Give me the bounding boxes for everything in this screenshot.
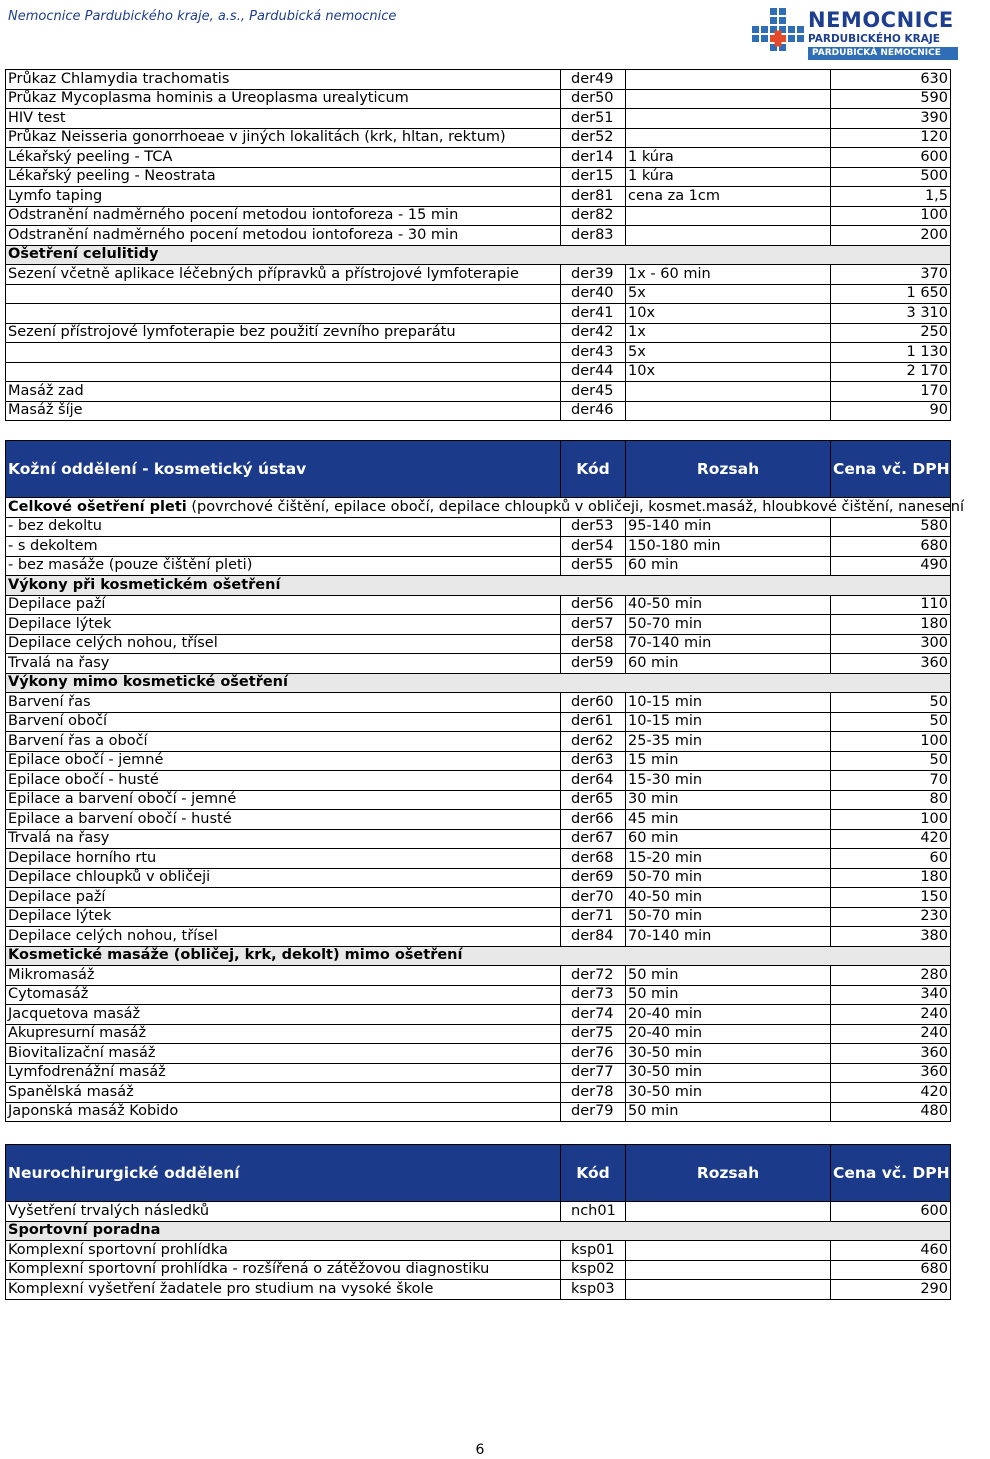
table-row	[6, 829, 951, 849]
service-name: Biovitalizační masáž	[6, 1044, 561, 1064]
section-row	[6, 946, 951, 966]
table-row	[6, 382, 951, 402]
service-range: 60 min	[626, 829, 831, 849]
service-code: der43	[561, 343, 626, 363]
service-name: Komplexní sportovní prohlídka	[6, 1241, 561, 1261]
service-range: 15-20 min	[626, 849, 831, 869]
service-range: 50-70 min	[626, 868, 831, 888]
service-range: 70-140 min	[626, 634, 831, 654]
service-price: 180	[831, 615, 951, 635]
table-row	[6, 634, 951, 654]
service-code: der46	[561, 401, 626, 421]
service-name: Epilace a barvení obočí - husté	[6, 810, 561, 830]
service-name: - bez masáže (pouze čištění pleti)	[6, 556, 561, 576]
table-row	[6, 849, 951, 869]
service-price: 250	[831, 323, 951, 343]
service-price: 200	[831, 226, 951, 246]
service-price: 580	[831, 517, 951, 537]
service-code: der53	[561, 517, 626, 537]
service-price: 280	[831, 966, 951, 986]
service-code: der74	[561, 1005, 626, 1025]
header-department: Neurochirurgické oddělení	[6, 1145, 561, 1202]
service-code: nch01	[561, 1202, 626, 1222]
service-price: 680	[831, 537, 951, 557]
service-price: 360	[831, 1044, 951, 1064]
service-name: HIV test	[6, 109, 561, 129]
service-name: Depilace horního rtu	[6, 849, 561, 869]
service-range: 10-15 min	[626, 712, 831, 732]
service-name: Komplexní sportovní prohlídka - rozšířená o zátěžovou diagnostiku	[6, 1260, 561, 1280]
table-body	[6, 1145, 990, 1300]
table-row	[6, 927, 951, 947]
service-range: 10-15 min	[626, 693, 831, 713]
service-price: 1 130	[831, 343, 951, 363]
service-name: Spanělská masáž	[6, 1083, 561, 1103]
service-range: 20-40 min	[626, 1024, 831, 1044]
service-price: 2 170	[831, 362, 951, 382]
table-row	[6, 362, 951, 382]
service-price: 340	[831, 985, 951, 1005]
service-code: der39	[561, 265, 626, 285]
table-row	[6, 1102, 951, 1122]
service-code: der79	[561, 1102, 626, 1122]
service-price: 300	[831, 634, 951, 654]
service-code: der52	[561, 128, 626, 148]
table-row	[6, 70, 951, 90]
service-code: der42	[561, 323, 626, 343]
table-row	[6, 595, 951, 615]
cross-logo-icon	[752, 8, 804, 58]
service-price: 170	[831, 382, 951, 402]
service-name: Komplexní vyšetření žadatele pro studium na vysoké škole	[6, 1280, 561, 1300]
document-header-title: Nemocnice Pardubického kraje, a.s., Pardubická nemocnice	[8, 9, 397, 24]
intro-cell	[6, 498, 965, 518]
table-row	[6, 323, 951, 343]
service-name: Masáž šíje	[6, 401, 561, 421]
service-range: 40-50 min	[626, 595, 831, 615]
section-title: Výkony mimo kosmetické ošetření	[6, 673, 951, 693]
service-range: 50 min	[626, 985, 831, 1005]
service-range	[626, 1260, 831, 1280]
service-range	[626, 1241, 831, 1261]
service-code: der83	[561, 226, 626, 246]
service-name: Depilace celých nohou, třísel	[6, 634, 561, 654]
service-name: Sezení přístrojové lymfoterapie bez použití zevního preparátu	[6, 323, 561, 343]
service-name: Akupresurní masáž	[6, 1024, 561, 1044]
table-row	[6, 771, 951, 791]
service-range: 30 min	[626, 790, 831, 810]
service-name	[6, 343, 561, 363]
service-name: Depilace lýtek	[6, 615, 561, 635]
service-price: 360	[831, 654, 951, 674]
service-code: der54	[561, 537, 626, 557]
service-range	[626, 401, 831, 421]
service-code: ksp02	[561, 1260, 626, 1280]
service-price: 1,5	[831, 187, 951, 207]
service-name: Epilace obočí - jemné	[6, 751, 561, 771]
service-code: ksp01	[561, 1241, 626, 1261]
service-price: 460	[831, 1241, 951, 1261]
section-title: Ošetření celulitidy	[6, 245, 951, 265]
service-code: der56	[561, 595, 626, 615]
service-range: 150-180 min	[626, 537, 831, 557]
service-range	[626, 382, 831, 402]
table-row	[6, 517, 951, 537]
logo-line-3: PARDUBICKÁ NEMOCNICE	[808, 47, 958, 60]
service-range	[626, 109, 831, 129]
service-price: 420	[831, 1083, 951, 1103]
service-price: 240	[831, 1024, 951, 1044]
service-code: der64	[561, 771, 626, 791]
table-row	[6, 693, 951, 713]
price-table-neurosurgery	[5, 1144, 990, 1300]
table-row	[6, 1024, 951, 1044]
header-range: Rozsah	[626, 1145, 831, 1202]
table-header-row	[6, 1145, 951, 1202]
table-header-row	[6, 441, 951, 498]
service-price: 240	[831, 1005, 951, 1025]
service-price: 390	[831, 109, 951, 129]
service-range: 15-30 min	[626, 771, 831, 791]
table-row	[6, 790, 951, 810]
intro-bold: Celkové ošetření pleti	[8, 498, 187, 515]
service-name: Barvení obočí	[6, 712, 561, 732]
service-range	[626, 1202, 831, 1222]
service-price: 590	[831, 89, 951, 109]
service-name	[6, 362, 561, 382]
service-price: 500	[831, 167, 951, 187]
section-row	[6, 1221, 951, 1241]
header-department: Kožní oddělení - kosmetický ústav	[6, 441, 561, 498]
service-range: 1x - 60 min	[626, 265, 831, 285]
service-range: 50-70 min	[626, 907, 831, 927]
service-name	[6, 284, 561, 304]
service-range	[626, 206, 831, 226]
table-row	[6, 654, 951, 674]
service-name: Průkaz Chlamydia trachomatis	[6, 70, 561, 90]
service-name: Mikromasáž	[6, 966, 561, 986]
service-name: Depilace lýtek	[6, 907, 561, 927]
service-code: der73	[561, 985, 626, 1005]
service-range: 1 kúra	[626, 167, 831, 187]
service-name: Vyšetření trvalých následků	[6, 1202, 561, 1222]
service-range: 50-70 min	[626, 615, 831, 635]
service-price: 50	[831, 751, 951, 771]
service-price: 480	[831, 1102, 951, 1122]
table-row	[6, 712, 951, 732]
table-row	[6, 537, 951, 557]
service-price: 290	[831, 1280, 951, 1300]
service-code: der70	[561, 888, 626, 908]
service-name: Sezení včetně aplikace léčebných přípravků a přístrojové lymfoterapie	[6, 265, 561, 285]
service-range: 50 min	[626, 1102, 831, 1122]
table-row	[6, 284, 951, 304]
hospital-logo	[752, 6, 956, 60]
service-code: der75	[561, 1024, 626, 1044]
service-range: 30-50 min	[626, 1044, 831, 1064]
service-code: der44	[561, 362, 626, 382]
service-name: Masáž zad	[6, 382, 561, 402]
table-row	[6, 109, 951, 129]
service-code: der45	[561, 382, 626, 402]
service-price: 70	[831, 771, 951, 791]
service-code: der84	[561, 927, 626, 947]
table-row	[6, 1005, 951, 1025]
service-code: der76	[561, 1044, 626, 1064]
service-price: 90	[831, 401, 951, 421]
table-row	[6, 1280, 951, 1300]
service-price: 600	[831, 1202, 951, 1222]
price-table-dermatology	[5, 69, 951, 421]
service-code: der49	[561, 70, 626, 90]
service-code: der62	[561, 732, 626, 752]
service-range: 50 min	[626, 966, 831, 986]
service-price: 490	[831, 556, 951, 576]
service-name: Průkaz Neisseria gonorrhoeae v jiných lokalitách (krk, hltan, rektum)	[6, 128, 561, 148]
price-table-cosmetic	[5, 440, 990, 1122]
service-code: der60	[561, 693, 626, 713]
service-code: der68	[561, 849, 626, 869]
service-range: 1 kúra	[626, 148, 831, 168]
service-code: der51	[561, 109, 626, 129]
service-range: 5x	[626, 343, 831, 363]
service-price: 150	[831, 888, 951, 908]
table-row	[6, 128, 951, 148]
service-name: Lékařský peeling - TCA	[6, 148, 561, 168]
service-price: 100	[831, 206, 951, 226]
service-name: Barvení řas a obočí	[6, 732, 561, 752]
service-price: 100	[831, 732, 951, 752]
intro-row	[6, 498, 951, 518]
table-row	[6, 1260, 951, 1280]
service-price: 630	[831, 70, 951, 90]
service-code: der57	[561, 615, 626, 635]
service-name: Cytomasáž	[6, 985, 561, 1005]
service-code: der59	[561, 654, 626, 674]
service-name: Odstranění nadměrného pocení metodou iontoforeza - 30 min	[6, 226, 561, 246]
table-row	[6, 206, 951, 226]
service-price: 1 650	[831, 284, 951, 304]
service-price: 100	[831, 810, 951, 830]
service-name: Barvení řas	[6, 693, 561, 713]
header-code: Kód	[561, 441, 626, 498]
table-row	[6, 1202, 951, 1222]
table-row	[6, 265, 951, 285]
service-name: Lymfodrenážní masáž	[6, 1063, 561, 1083]
service-name: Lékařský peeling - Neostrata	[6, 167, 561, 187]
table-row	[6, 907, 951, 927]
table-row	[6, 226, 951, 246]
service-code: der82	[561, 206, 626, 226]
service-code: der65	[561, 790, 626, 810]
service-range: 45 min	[626, 810, 831, 830]
service-range	[626, 70, 831, 90]
service-range: cena za 1cm	[626, 187, 831, 207]
service-name: - s dekoltem	[6, 537, 561, 557]
service-price: 60	[831, 849, 951, 869]
service-code: der78	[561, 1083, 626, 1103]
service-code: der69	[561, 868, 626, 888]
service-code: ksp03	[561, 1280, 626, 1300]
service-price: 3 310	[831, 304, 951, 324]
intro-rest: (povrchové čištění, epilace obočí, depilace chloupků v obličeji, kosmet.masáž, hloubkové čištění, nanesení	[186, 498, 965, 515]
service-price: 680	[831, 1260, 951, 1280]
service-code: der66	[561, 810, 626, 830]
section-row	[6, 245, 951, 265]
service-range: 10x	[626, 304, 831, 324]
service-range: 60 min	[626, 556, 831, 576]
section-title: Výkony při kosmetickém ošetření	[6, 576, 951, 596]
service-range: 30-50 min	[626, 1083, 831, 1103]
service-name: Depilace paží	[6, 595, 561, 615]
service-range: 25-35 min	[626, 732, 831, 752]
table-row	[6, 888, 951, 908]
service-name	[6, 304, 561, 324]
section-title: Sportovní poradna	[6, 1221, 951, 1241]
header-price: Cena vč. DPH (Kč)	[831, 1145, 951, 1202]
service-price: 420	[831, 829, 951, 849]
service-range: 10x	[626, 362, 831, 382]
service-range: 30-50 min	[626, 1063, 831, 1083]
service-code: der81	[561, 187, 626, 207]
table-row	[6, 1044, 951, 1064]
service-name: Depilace paží	[6, 888, 561, 908]
service-price: 120	[831, 128, 951, 148]
table-row	[6, 148, 951, 168]
service-name: Trvalá na řasy	[6, 829, 561, 849]
service-code: der67	[561, 829, 626, 849]
service-range: 95-140 min	[626, 517, 831, 537]
service-price: 360	[831, 1063, 951, 1083]
header-price: Cena vč. DPH (Kč)	[831, 441, 951, 498]
service-name: Průkaz Mycoplasma hominis a Ureoplasma urealyticum	[6, 89, 561, 109]
table-row	[6, 985, 951, 1005]
service-range: 15 min	[626, 751, 831, 771]
service-code: der14	[561, 148, 626, 168]
service-range	[626, 89, 831, 109]
service-code: der77	[561, 1063, 626, 1083]
table-row	[6, 1063, 951, 1083]
table-row	[6, 615, 951, 635]
service-range: 1x	[626, 323, 831, 343]
service-name: Jacquetova masáž	[6, 1005, 561, 1025]
table-row	[6, 966, 951, 986]
service-range: 40-50 min	[626, 888, 831, 908]
service-code: der55	[561, 556, 626, 576]
logo-line-1: NEMOCNICE	[808, 8, 954, 32]
table-row	[6, 556, 951, 576]
service-name: - bez dekoltu	[6, 517, 561, 537]
service-code: der41	[561, 304, 626, 324]
table-row	[6, 89, 951, 109]
table-row	[6, 868, 951, 888]
service-code: der50	[561, 89, 626, 109]
service-range	[626, 1280, 831, 1300]
service-price: 380	[831, 927, 951, 947]
section-title: Kosmetické masáže (obličej, krk, dekolt) mimo ošetření	[6, 946, 951, 966]
service-name: Depilace celých nohou, třísel	[6, 927, 561, 947]
service-code: der58	[561, 634, 626, 654]
service-price: 230	[831, 907, 951, 927]
service-name: Epilace obočí - husté	[6, 771, 561, 791]
service-code: der61	[561, 712, 626, 732]
service-name: Japonská masáž Kobido	[6, 1102, 561, 1122]
table-row	[6, 187, 951, 207]
service-price: 370	[831, 265, 951, 285]
service-range: 20-40 min	[626, 1005, 831, 1025]
service-code: der71	[561, 907, 626, 927]
service-price: 600	[831, 148, 951, 168]
service-code: der63	[561, 751, 626, 771]
page-number: 6	[475, 1442, 485, 1458]
table-row	[6, 304, 951, 324]
service-name: Depilace chloupků v obličeji	[6, 868, 561, 888]
table-row	[6, 343, 951, 363]
service-code: der72	[561, 966, 626, 986]
service-price: 50	[831, 712, 951, 732]
table-row	[6, 1083, 951, 1103]
service-price: 50	[831, 693, 951, 713]
service-range	[626, 226, 831, 246]
table-row	[6, 1241, 951, 1261]
service-price: 80	[831, 790, 951, 810]
header-range: Rozsah	[626, 441, 831, 498]
service-name: Trvalá na řasy	[6, 654, 561, 674]
table-row	[6, 167, 951, 187]
service-name: Lymfo taping	[6, 187, 561, 207]
section-row	[6, 673, 951, 693]
table-row	[6, 751, 951, 771]
service-name: Odstranění nadměrného pocení metodou iontoforeza - 15 min	[6, 206, 561, 226]
header-code: Kód	[561, 1145, 626, 1202]
logo-line-2: PARDUBICKÉHO KRAJE	[808, 33, 940, 45]
service-price: 110	[831, 595, 951, 615]
table-body	[6, 441, 990, 1122]
service-range: 5x	[626, 284, 831, 304]
service-code: der15	[561, 167, 626, 187]
service-price: 180	[831, 868, 951, 888]
service-name: Epilace a barvení obočí - jemné	[6, 790, 561, 810]
table-row	[6, 732, 951, 752]
table-row	[6, 401, 951, 421]
service-range: 70-140 min	[626, 927, 831, 947]
section-row	[6, 576, 951, 596]
service-range: 60 min	[626, 654, 831, 674]
service-code: der40	[561, 284, 626, 304]
service-range	[626, 128, 831, 148]
table-row	[6, 810, 951, 830]
table-body	[6, 70, 951, 421]
